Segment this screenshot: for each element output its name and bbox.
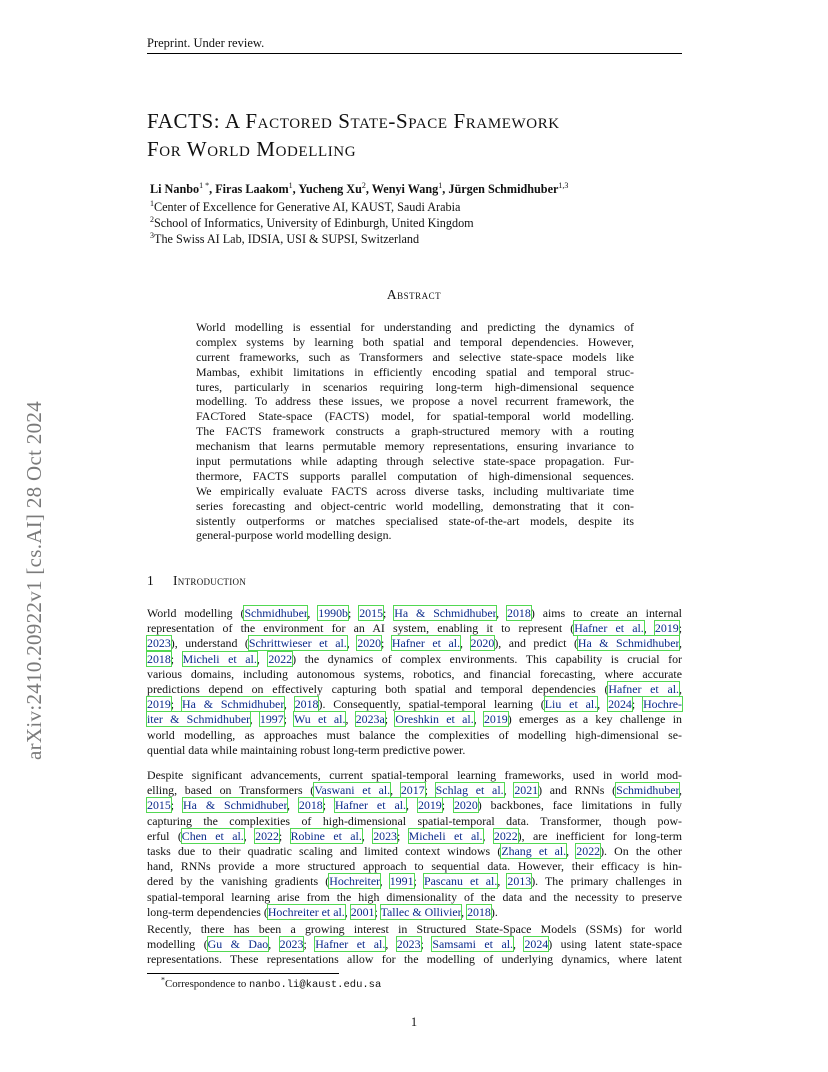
abstract-line: Mambas, exhibit limitations in efficiently encoding spatial and temporal struc- bbox=[196, 364, 634, 379]
text-run: elling, based on Transformers ( bbox=[147, 783, 315, 798]
citation-link[interactable]: Micheli et al. bbox=[408, 828, 483, 843]
citation-link[interactable]: 2024 bbox=[524, 937, 549, 952]
text-line: spatial-temporal learning arise from the high dimensionality of the data and the necessity to preserve bbox=[147, 889, 682, 904]
citation-link[interactable]: 2019 bbox=[147, 697, 171, 712]
abstract-line: complex systems by learning both spatial and temporal dependencies. However, bbox=[196, 334, 634, 349]
text-run: ) aims to create an internal bbox=[530, 606, 682, 620]
text-run: , bbox=[473, 712, 484, 727]
text-run: ; bbox=[374, 904, 381, 919]
citation-link[interactable]: 2022 bbox=[268, 651, 293, 666]
text-run: ) backbones, face limitations in fully bbox=[477, 798, 682, 813]
text-run: representation of the environment for an AI system, enabling it to represent ( bbox=[147, 621, 575, 636]
author-list: Li Nanbo$^{1 *}$, Firas Laakom$^1$, Yucheng Xu$^2$, Wenyi Wang$^1$, Jürgen Schmidhuber$^{1,3}$ bbox=[150, 180, 569, 196]
abstract-line: series forecasting and object-centric world modelling, demonstrating that it con- bbox=[196, 498, 634, 513]
text-line bbox=[147, 874, 682, 889]
citation-link[interactable]: 1990b bbox=[318, 606, 348, 620]
text-run: ; bbox=[631, 697, 644, 712]
citation-link[interactable]: Hafner et al. bbox=[574, 621, 644, 636]
citation-link[interactable]: Schlag et al. bbox=[435, 783, 504, 798]
text-run: erful ( bbox=[147, 828, 182, 843]
text-run: ; bbox=[170, 697, 182, 712]
text-run: ; bbox=[170, 651, 183, 666]
affiliation-mark: 1 bbox=[150, 198, 154, 208]
text-run: ; bbox=[441, 798, 454, 813]
section-title: Introduction bbox=[173, 573, 247, 588]
text-run: ; bbox=[413, 874, 424, 889]
text-run: , bbox=[287, 798, 299, 813]
citation-link[interactable]: Micheli et al. bbox=[182, 651, 257, 666]
footnote-text: Correspondence to bbox=[165, 978, 249, 990]
citation-link[interactable]: Hafner et al. bbox=[608, 681, 680, 696]
text-line bbox=[147, 697, 682, 712]
text-run: ). The primary challenges in bbox=[531, 874, 682, 889]
text-line: various domains, including autonomous systems, robotics, and financial forecasting, where accurate bbox=[147, 666, 682, 681]
text-run: modelling ( bbox=[147, 937, 208, 952]
citation-link[interactable]: Ha & Schmidhuber bbox=[181, 697, 284, 712]
text-run: ), understand ( bbox=[170, 636, 249, 651]
citation-link[interactable]: 2020 bbox=[470, 636, 495, 651]
citation-link[interactable]: 2019 bbox=[654, 621, 679, 636]
citation-link[interactable]: Wu et al. bbox=[294, 712, 346, 727]
affiliation bbox=[150, 215, 690, 231]
citation-link[interactable]: 2017 bbox=[400, 783, 425, 798]
abstract-line: The FACTS framework constructs a graph-structured memory with a routing bbox=[196, 424, 634, 439]
text-run: ; bbox=[396, 828, 409, 843]
text-run: , bbox=[566, 843, 577, 858]
abstract-line: mechanism that learns permutable memory representations, ensuring invariance to bbox=[196, 439, 634, 454]
abstract-line: World modelling is essential for understanding and predicting the dynamics of bbox=[196, 320, 634, 334]
text-line: hand, RNNs provide a more structured approach to sequential data. However, their efficacy is hin- bbox=[147, 859, 682, 874]
text-run: , bbox=[503, 783, 515, 798]
author-affiliation-mark: 1 bbox=[438, 180, 443, 190]
text-run: ; bbox=[383, 606, 395, 620]
affiliation-text: Center of Excellence for Generative AI, KAUST, Saudi Arabia bbox=[154, 200, 461, 214]
author-name: Jürgen Schmidhuber bbox=[448, 182, 559, 196]
citation-link[interactable]: 2024 bbox=[608, 697, 632, 712]
text-run: ; bbox=[424, 783, 436, 798]
text-run: ), are inefficient for long-term bbox=[517, 828, 683, 843]
text-run: , bbox=[390, 783, 401, 798]
text-run: , bbox=[345, 712, 356, 727]
citation-link[interactable]: 1997 bbox=[259, 712, 284, 727]
citation-link[interactable]: Hochreiter et al. bbox=[267, 904, 345, 919]
text-line bbox=[147, 652, 682, 667]
title-line-1: FACTS: A Factored State-Space Framework bbox=[147, 109, 560, 133]
text-run: ; bbox=[283, 712, 295, 727]
abstract-line: sistently outperforms or matches specialised state-of-the-art models, despite its bbox=[196, 513, 634, 528]
citation-link[interactable]: Ha & Schmidhuber bbox=[394, 606, 497, 620]
citation-link[interactable]: Hafner et al. bbox=[391, 636, 461, 651]
text-run: , bbox=[361, 828, 374, 843]
citation-link[interactable]: 2019 bbox=[417, 798, 442, 813]
text-run: , bbox=[344, 904, 351, 919]
citation-link[interactable]: Oreshkin et al. bbox=[395, 712, 474, 727]
text-run: long-term dependencies ( bbox=[147, 904, 268, 919]
citation-link[interactable]: 2023 bbox=[373, 828, 397, 843]
text-run: , bbox=[460, 636, 471, 651]
footnote-rule bbox=[147, 973, 339, 974]
citation-link[interactable]: 2020 bbox=[453, 798, 478, 813]
author-name: Yucheng Xu bbox=[298, 182, 362, 196]
text-line bbox=[147, 712, 682, 727]
text-run: , bbox=[307, 606, 319, 620]
email-link[interactable]: nanbo.li@kaust.edu.sa bbox=[248, 979, 382, 991]
text-line bbox=[147, 905, 682, 920]
intro-paragraph-3 bbox=[147, 922, 682, 968]
abstract-line: tures, particularly in scenarios requiring long-term high-dimensional sequence bbox=[196, 379, 634, 394]
citation-link[interactable]: Vaswani et al. bbox=[314, 783, 391, 798]
citation-link[interactable]: 2023 bbox=[396, 937, 421, 952]
footnote-mark: * bbox=[161, 975, 165, 985]
text-line: elling, based on Transformers (Vaswani et al., 2017; Schlag et al., 2021) and RNNs (Schmidhuber, bbox=[147, 783, 682, 798]
text-line bbox=[147, 606, 682, 621]
text-run: , bbox=[283, 697, 295, 712]
citation-link[interactable]: Schrittwieser et al. bbox=[248, 636, 347, 651]
text-run: , bbox=[597, 697, 609, 712]
section-heading bbox=[147, 573, 246, 589]
text-line: quential data while maintaining robust long-term predictive power. bbox=[147, 742, 466, 757]
text-run: , bbox=[679, 681, 682, 696]
author-name: Wenyi Wang bbox=[371, 182, 439, 196]
text-run: , bbox=[243, 828, 256, 843]
citation-link[interactable]: 2019 bbox=[483, 712, 508, 727]
citation-link[interactable]: Chen et al. bbox=[181, 828, 244, 843]
text-line: Despite significant advancements, current spatial-temporal learning frameworks, used in world mod- bbox=[147, 768, 682, 782]
arxiv-sidebar-stamp: arXiv:2410.20922v1 [cs.AI] 28 Oct 2024 bbox=[22, 400, 46, 760]
citation-link[interactable]: 2021 bbox=[514, 783, 539, 798]
abstract-body bbox=[196, 320, 634, 543]
text-run: , bbox=[461, 904, 468, 919]
text-run: , bbox=[406, 798, 418, 813]
text-run: , bbox=[496, 606, 508, 620]
text-run: dered by the vanishing gradients ( bbox=[147, 874, 330, 889]
abstract-line: FACTored State-space (FACTS) model, for spatial-temporal world modelling. bbox=[196, 409, 634, 424]
text-line: representations. These representations allow for the modelling of underlying dynamics, where latent bbox=[147, 952, 682, 967]
text-run: ) the dynamics of complex environments. This capability is crucial for bbox=[292, 651, 682, 666]
text-line bbox=[147, 937, 682, 952]
text-run: ; bbox=[420, 937, 433, 952]
footnote bbox=[161, 975, 382, 991]
page-number: 1 bbox=[410, 1015, 418, 1029]
text-line: capturing the complexities of high-dimensional spatial-temporal data. Transformer, though pow- bbox=[147, 813, 682, 828]
citation-link[interactable]: 2022 bbox=[493, 828, 518, 843]
citation-link[interactable]: Ha & Schmidhuber bbox=[183, 798, 287, 813]
affiliation-mark: 3 bbox=[150, 230, 154, 240]
text-run: ; bbox=[303, 937, 316, 952]
text-line bbox=[147, 621, 682, 636]
author-affiliation-mark: 1 * bbox=[199, 180, 210, 190]
affiliation-mark: 2 bbox=[150, 214, 154, 224]
text-line bbox=[147, 798, 682, 813]
text-run: ). On the other bbox=[600, 843, 682, 858]
text-run: , bbox=[497, 874, 508, 889]
text-run: ; bbox=[381, 636, 392, 651]
text-run: predictions depend on effectively capturing both spatial and temporal dependencies ( bbox=[147, 681, 609, 696]
text-line bbox=[147, 682, 682, 697]
text-run: ; bbox=[170, 798, 184, 813]
citation-link[interactable]: 2018 bbox=[298, 798, 323, 813]
text-run: , bbox=[385, 937, 397, 952]
intro-paragraph-2 bbox=[147, 768, 682, 920]
affiliation bbox=[150, 231, 690, 247]
affiliation bbox=[150, 199, 690, 215]
text-line bbox=[147, 844, 682, 859]
citation-link[interactable]: 1991 bbox=[389, 874, 414, 889]
citation-link[interactable]: iter & Schmidhuber bbox=[147, 712, 250, 727]
citation-link[interactable]: 2023 bbox=[147, 636, 171, 651]
author-affiliation-mark: 2 bbox=[361, 180, 366, 190]
text-run: ). bbox=[490, 904, 498, 919]
running-header: Preprint. Under review. bbox=[147, 36, 265, 50]
citation-link[interactable]: 2001 bbox=[350, 904, 375, 919]
title-line-2: For World Modelling bbox=[147, 137, 357, 161]
text-line: Recently, there has been a growing interest in Structured State-Space Models (SSMs) for world bbox=[147, 922, 682, 936]
citation-link[interactable]: 2020 bbox=[357, 636, 382, 651]
text-run: ) emerges as a key challenge in bbox=[507, 712, 682, 727]
text-run: ) and RNNs ( bbox=[538, 783, 617, 798]
text-line bbox=[147, 636, 682, 651]
header-rule bbox=[147, 53, 682, 54]
text-run: ; bbox=[678, 621, 683, 636]
text-run: World modelling ( bbox=[147, 606, 245, 620]
text-run: ). Consequently, spatial-temporal learning ( bbox=[318, 697, 545, 712]
abstract-line: modelling. To address these issues, we propose a novel recurrent framework, the bbox=[196, 394, 634, 409]
citation-link[interactable]: 2022 bbox=[255, 828, 279, 843]
intro-paragraph-1 bbox=[147, 606, 682, 758]
author-affiliation-mark: 1,3 bbox=[558, 180, 569, 190]
citation-link[interactable]: Pascanu et al. bbox=[423, 874, 498, 889]
text-run: , bbox=[346, 636, 358, 651]
text-run: tasks due to their quadratic scaling and limited context windows ( bbox=[147, 843, 502, 858]
text-run: , bbox=[482, 828, 494, 843]
citation-link[interactable]: 2018 bbox=[467, 904, 491, 919]
text-run: , bbox=[268, 937, 280, 952]
abstract-heading: Abstract bbox=[386, 287, 442, 302]
citation-link[interactable]: Liu et al. bbox=[544, 697, 598, 712]
citation-link[interactable]: 2022 bbox=[576, 843, 601, 858]
text-line: world modelling, as approaches must balance the complexities of modelling high-dimensional se- bbox=[147, 727, 682, 742]
author-name: Li Nanbo bbox=[150, 182, 200, 196]
citation-link[interactable]: Robine et al. bbox=[290, 828, 362, 843]
affiliation-text: School of Informatics, University of Edinburgh, United Kingdom bbox=[154, 216, 474, 230]
abstract-line: general-purpose world modelling design. bbox=[196, 528, 392, 543]
text-run: , bbox=[513, 937, 525, 952]
text-run: ; bbox=[278, 828, 291, 843]
text-run: ; bbox=[322, 798, 335, 813]
text-run: ), and predict ( bbox=[494, 636, 578, 651]
citation-link[interactable]: Hafner et al. bbox=[315, 937, 386, 952]
citation-link[interactable]: Schmidhuber bbox=[616, 783, 680, 798]
author-name: Firas Laakom bbox=[215, 182, 289, 196]
abstract-line: We empirically evaluate FACTS across diverse tasks, including multivariate time bbox=[196, 483, 634, 498]
citation-link[interactable]: Samsami et al. bbox=[432, 937, 514, 952]
citation-link[interactable]: 2018 bbox=[507, 606, 531, 620]
text-run: , bbox=[249, 712, 260, 727]
abstract-line: thermore, FACTS supports parallel computation of high-dimensional sequences. bbox=[196, 468, 634, 483]
citation-link[interactable]: Schmidhuber bbox=[244, 606, 308, 620]
citation-link[interactable]: Hochre- bbox=[643, 697, 683, 712]
affiliation-text: The Swiss AI Lab, IDSIA, USI & SUPSI, Switzerland bbox=[154, 232, 420, 246]
citation-link[interactable]: 2018 bbox=[294, 697, 319, 712]
citation-link[interactable]: 2023a bbox=[355, 712, 385, 727]
citation-link[interactable]: 2015 bbox=[147, 798, 171, 813]
text-run: , bbox=[643, 621, 655, 636]
author-affiliation-mark: 1 bbox=[288, 180, 293, 190]
citation-link[interactable]: 2023 bbox=[279, 937, 304, 952]
citation-link[interactable]: 2018 bbox=[147, 651, 171, 666]
section-number: 1 bbox=[147, 573, 155, 588]
text-line bbox=[147, 829, 682, 844]
citation-link[interactable]: Ha & Schmidhuber bbox=[577, 636, 679, 651]
paper-title bbox=[147, 107, 687, 163]
text-run: , bbox=[379, 874, 390, 889]
citation-link[interactable]: Zhang et al. bbox=[501, 843, 567, 858]
text-run: ; bbox=[348, 606, 360, 620]
text-run: ; bbox=[384, 712, 396, 727]
citation-link[interactable]: Hochreiter bbox=[329, 874, 380, 889]
citation-link[interactable]: 2013 bbox=[507, 874, 532, 889]
text-run: , bbox=[679, 636, 682, 651]
text-run: ) using latent state-space bbox=[548, 937, 682, 952]
abstract-line: current frameworks, such as Transformers and selective state-space models like bbox=[196, 349, 634, 364]
citation-link[interactable]: 2015 bbox=[359, 606, 384, 620]
citation-link[interactable]: Hafner et al. bbox=[334, 798, 407, 813]
text-run: , bbox=[256, 651, 269, 666]
abstract-line: input permutations while adapting through selective state-space propagation. Fur- bbox=[196, 454, 634, 469]
citation-link[interactable]: Tallec & Ollivier bbox=[380, 904, 462, 919]
citation-link[interactable]: Gu & Dao bbox=[207, 937, 269, 952]
